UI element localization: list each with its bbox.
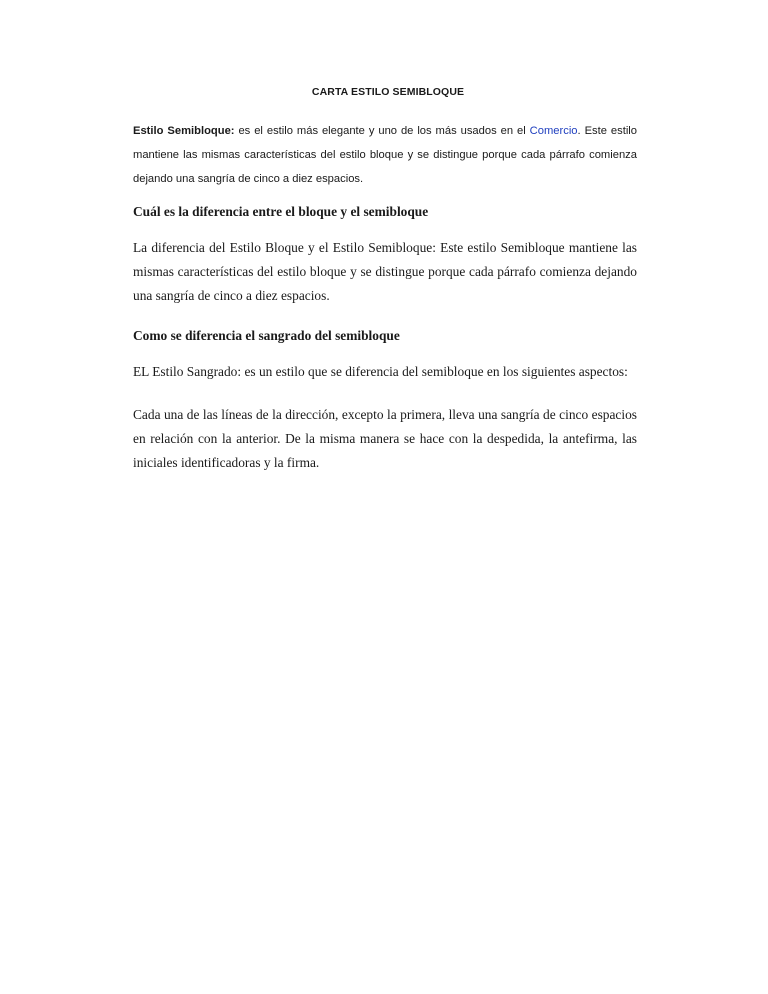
intro-paragraph <box>133 119 637 191</box>
document-body <box>133 86 637 494</box>
intro-lead: Estilo Semibloque: <box>133 125 235 137</box>
intro-text-after-link: . Este estilo mantiene las mismas características del estilo bloque y se distingue porque cada párrafo comienza dejando una sangría de cinco a diez espacios. <box>133 125 638 185</box>
paragraph-lines: Cada una de las líneas de la dirección, excepto la primera, lleva una sangría de cinco espacios en relación con la anterior. De la misma manera se hace con la despedida, la antefirma, las iniciales identificadoras y la firma. <box>133 407 637 470</box>
intro-text-before-link: es el estilo más elegante y uno de los más usados en el <box>234 125 530 137</box>
document-title: CARTA ESTILO SEMIBLOQUE <box>311 86 465 98</box>
paragraph-sangrado: EL Estilo Sangrado: es un estilo que se diferencia del semibloque en los siguientes aspectos: <box>133 364 628 379</box>
section-heading-difference: Cuál es la diferencia entre el bloque y el semibloque <box>133 204 429 219</box>
section-heading-indentation: Como se diferencia el sangrado del semibloque <box>133 328 400 343</box>
paragraph-difference: La diferencia del Estilo Bloque y el Estilo Semibloque: Este estilo Semibloque mantiene las mismas características del estilo bloque y se distingue porque cada párrafo comienza dejando una sangría de cinco a diez espacios. <box>133 240 637 303</box>
comercio-link[interactable]: Comercio <box>529 125 578 137</box>
